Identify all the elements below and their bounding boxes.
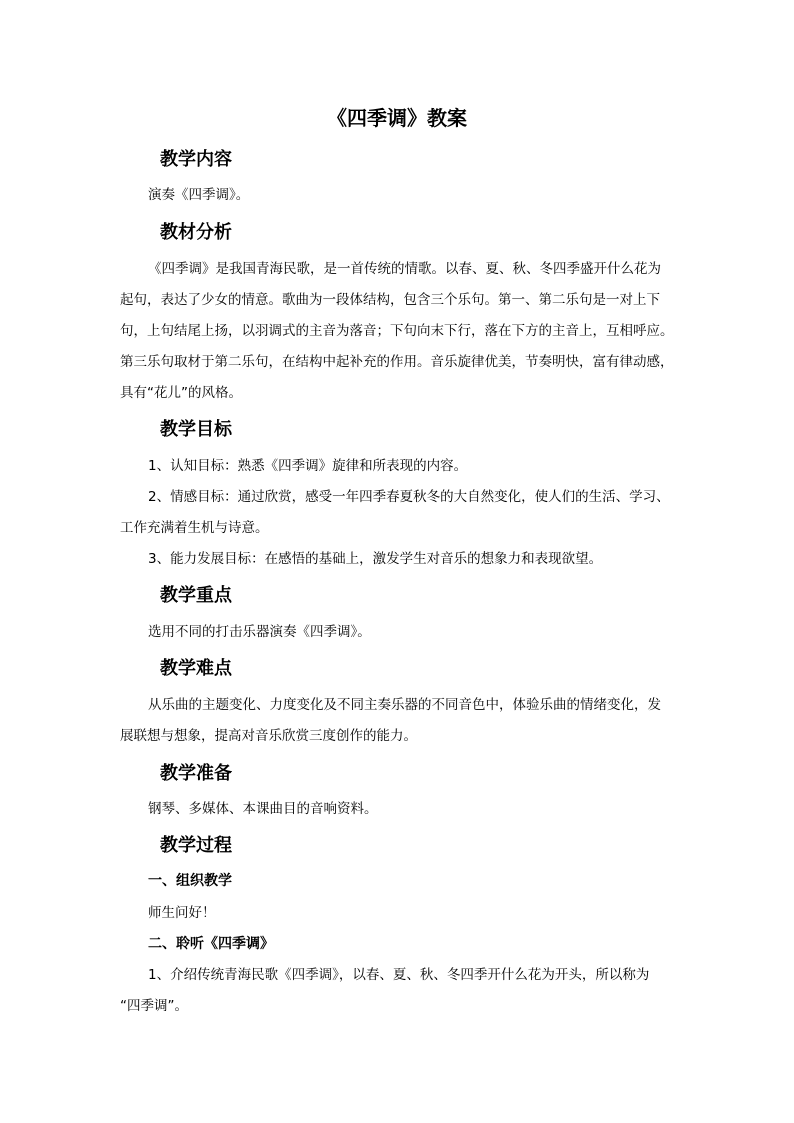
analysis-line-1: 《四季调》是我国青海民歌，是一首传统的情歌。以春、夏、秋、冬四季盛开什么花为 [148, 261, 661, 277]
difficulties-line-1: 从乐曲的主题变化、力度变化及不同主奏乐器的不同音色中，体验乐曲的情绪变化，发 [148, 697, 661, 713]
process-step-2-title: 二、聆听《四季调》 [148, 936, 274, 952]
process-step-2-line-1: 1、介绍传统青海民歌《四季调》，以春、夏、秋、冬四季开什么花为开头，所以称为 [148, 967, 650, 983]
content-paragraph: 演奏《四季调》。 [148, 187, 250, 203]
heading-difficulties: 教学难点 [160, 658, 232, 679]
page-title: 《四季调》教案 [327, 106, 467, 130]
heading-teaching-content: 教学内容 [160, 149, 232, 170]
analysis-line-4: 第三乐句取材于第二乐句，在结构中起补充的作用。音乐旋律优美，节奏明快，富有律动感， [120, 354, 674, 370]
process-step-1-title: 一、组织教学 [148, 873, 232, 889]
goal-2-line-1: 2、情感目标：通过欣赏，感受一年四季春夏秋冬的大自然变化，使人们的生活、学习、 [148, 489, 670, 505]
goal-3: 3、能力发展目标：在感悟的基础上，激发学生对音乐的想象力和表现欲望。 [148, 551, 603, 567]
analysis-line-2: 起句，表达了少女的情意。歌曲为一段体结构，包含三个乐句。第一、第二乐句是一对上下 [120, 292, 660, 308]
heading-process: 教学过程 [160, 835, 232, 856]
goal-2-line-2: 工作充满着生机与诗意。 [120, 520, 269, 536]
preparation-paragraph: 钢琴、多媒体、本课曲目的音响资料。 [148, 801, 378, 817]
heading-material-analysis: 教材分析 [160, 222, 232, 243]
analysis-line-5: 具有“花儿”的风格。 [120, 385, 242, 401]
process-step-2-line-2: “四季调”。 [120, 998, 188, 1014]
process-step-1-text: 师生问好！ [148, 905, 216, 921]
difficulties-line-2: 展联想与想象，提高对音乐欣赏三度创作的能力。 [120, 728, 417, 744]
heading-teaching-goals: 教学目标 [160, 419, 232, 440]
keypoints-paragraph: 选用不同的打击乐器演奏《四季调》。 [148, 624, 371, 640]
heading-key-points: 教学重点 [160, 585, 232, 606]
heading-preparation: 教学准备 [160, 763, 232, 784]
goal-1: 1、认知目标：熟悉《四季调》旋律和所表现的内容。 [148, 458, 468, 474]
analysis-line-3: 句，上句结尾上扬，以羽调式的主音为落音；下句向末下行，落在下方的主音上，互相呼应。 [120, 323, 674, 339]
